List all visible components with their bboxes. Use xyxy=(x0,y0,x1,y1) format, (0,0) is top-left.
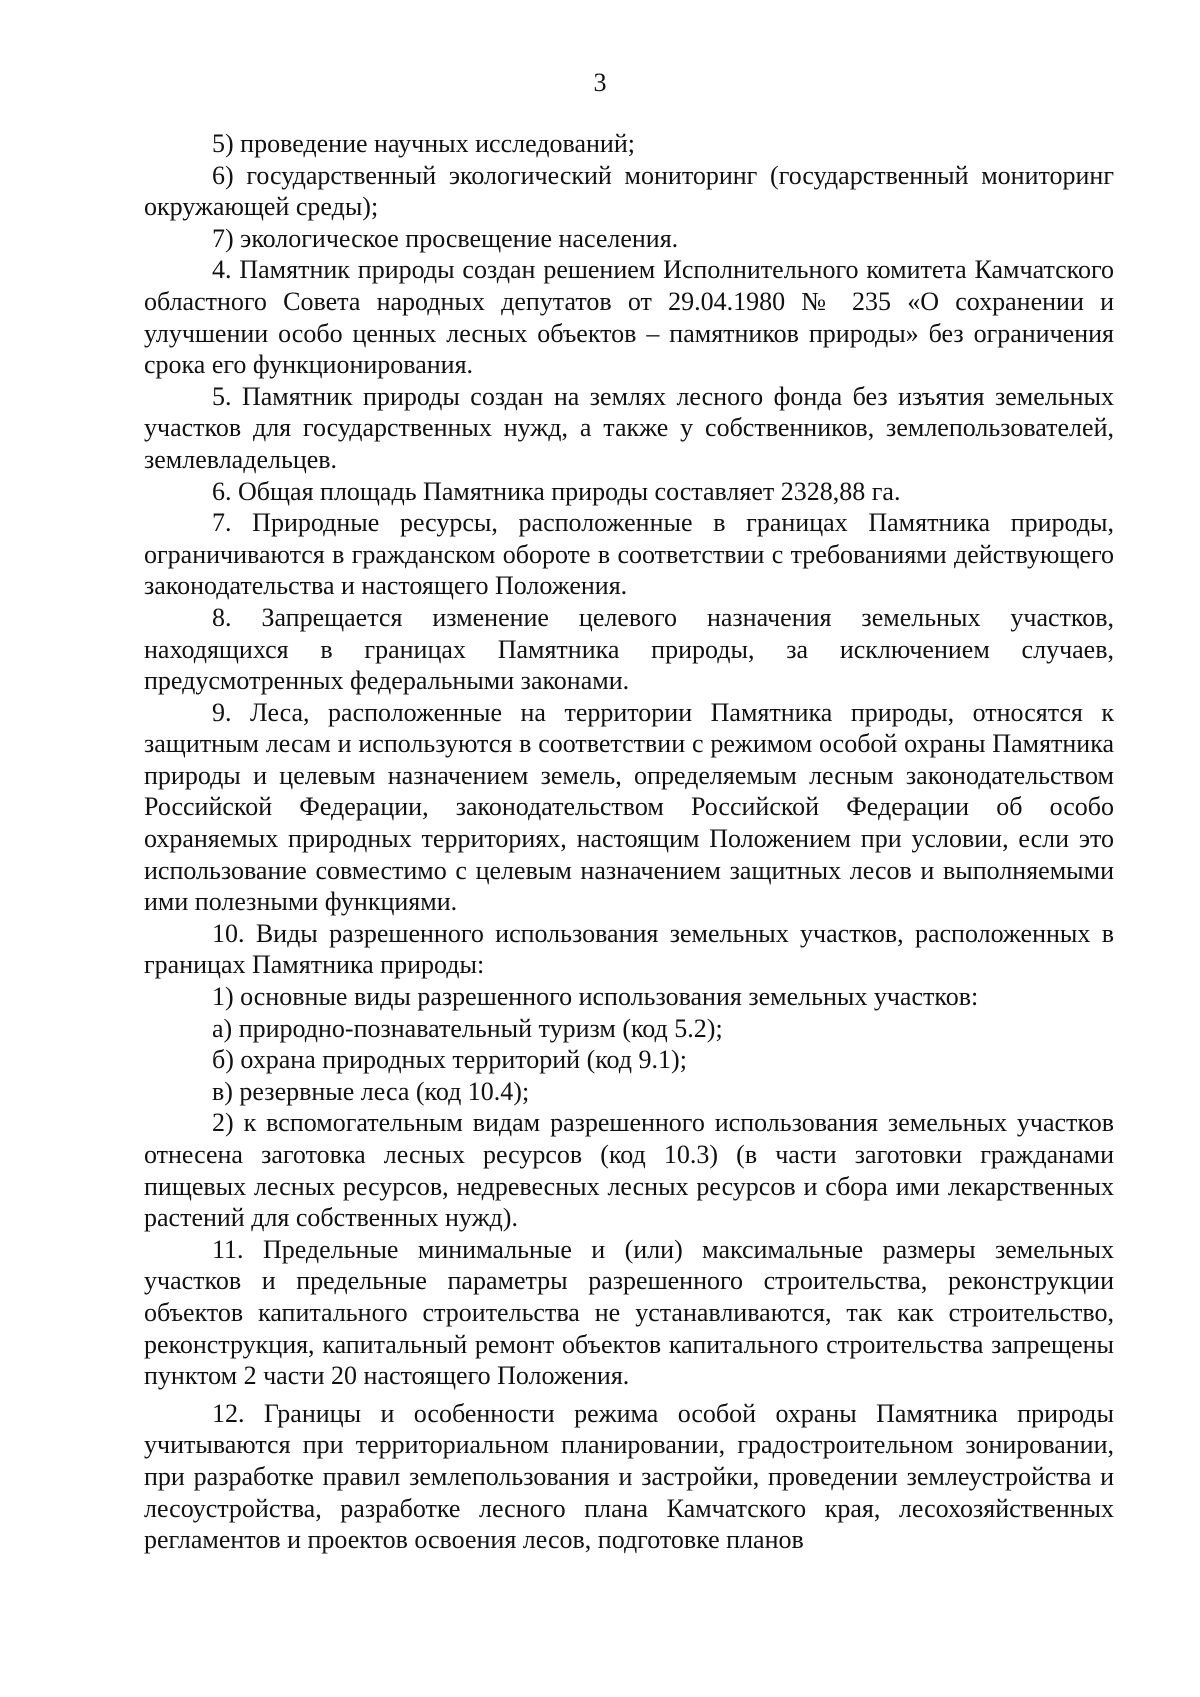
paragraph-10-item-v: в) резервные леса (код 10.4); xyxy=(212,1076,530,1106)
paragraph-4: 4. Памятник природы создан решением Исполнительного комитета Камчатского областного Совета народных депутатов от 29.04.1980 № 235 «О сохранении и улучшении особо ценных лесных объектов – памятников природы» без ограничения срока его функционирования. xyxy=(144,255,1114,380)
paragraph-10-item-2: 2) к вспомогательным видам разрешенного использования земельных участков отнесена заготовка лесных ресурсов (код 10.3) (в части заготовки гражданами пищевых лесных ресурсов, недревесных лесных ресурсов и сбора ими лекарственных растений для собственных нужд). xyxy=(144,1108,1114,1233)
paragraph-9: 9. Леса, расположенные на территории Памятника природы, относятся к защитным лесам и используются в соответствии с режимом особой охраны Памятника природы и целевым назначением земель, определяемым лесным законодательством Российской Федерации, законодательством Российской Федерации об особо охраняемых природных территориях, настоящим Положением при условии, если это использование совместимо с целевым назначением защитных лесов и выполняемыми ими полезными функциями. xyxy=(144,697,1114,917)
paragraph-7: 7. Природные ресурсы, расположенные в границах Памятника природы, ограничиваются в гражданском обороте в соответствии с требованиями действующего законодательства и настоящего Положения. xyxy=(144,508,1114,601)
document-body xyxy=(144,128,1114,1556)
paragraph-11: 11. Предельные минимальные и (или) максимальные размеры земельных участков и предельные параметры разрешенного строительства, реконструкции объектов капитального строительства не устанавливаются, так как строительство, реконструкция, капитальный ремонт объектов капитального строительства запрещены пунктом 2 части 20 настоящего Положения. xyxy=(144,1234,1114,1391)
paragraph-item-6-monitoring: 6) государственный экологический мониторинг (государственный мониторинг окружающей среды); xyxy=(144,160,1114,222)
paragraph-10-item-b: б) охрана природных территорий (код 9.1); xyxy=(212,1045,687,1075)
page-number: 3 xyxy=(593,68,607,97)
paragraph-6: 6. Общая площадь Памятника природы составляет 2328,88 га. xyxy=(212,476,901,506)
paragraph-item-5-research: 5) проведение научных исследований; xyxy=(212,129,635,158)
paragraph-10: 10. Виды разрешенного использования земельных участков, расположенных в границах Памятника природы: xyxy=(144,918,1114,980)
paragraph-12: 12. Границы и особенности режима особой охраны Памятника природы учитываются при территориальном планировании, градостроительном зонировании, при разработке правил землепользования и застройки, проведении землеустройства и лесоустройства, разработке лесного плана Камчатского края, лесохозяйственных регламентов и проектов освоения лесов, подготовке планов xyxy=(144,1398,1114,1555)
paragraph-10-item-1: 1) основные виды разрешенного использования земельных участков: xyxy=(212,982,979,1012)
paragraph-8: 8. Запрещается изменение целевого назначения земельных участков, находящихся в границах Памятника природы, за исключением случаев, предусмотренных федеральными законами. xyxy=(144,602,1114,696)
paragraph-item-7-education: 7) экологическое просвещение населения. xyxy=(212,223,679,253)
paragraph-10-item-a: а) природно-познавательный туризм (код 5.2); xyxy=(212,1013,723,1043)
paragraph-5: 5. Памятник природы создан на землях лесного фонда без изъятия земельных участков для государственных нужд, а также у собственников, землепользователей, землевладельцев. xyxy=(144,381,1114,474)
